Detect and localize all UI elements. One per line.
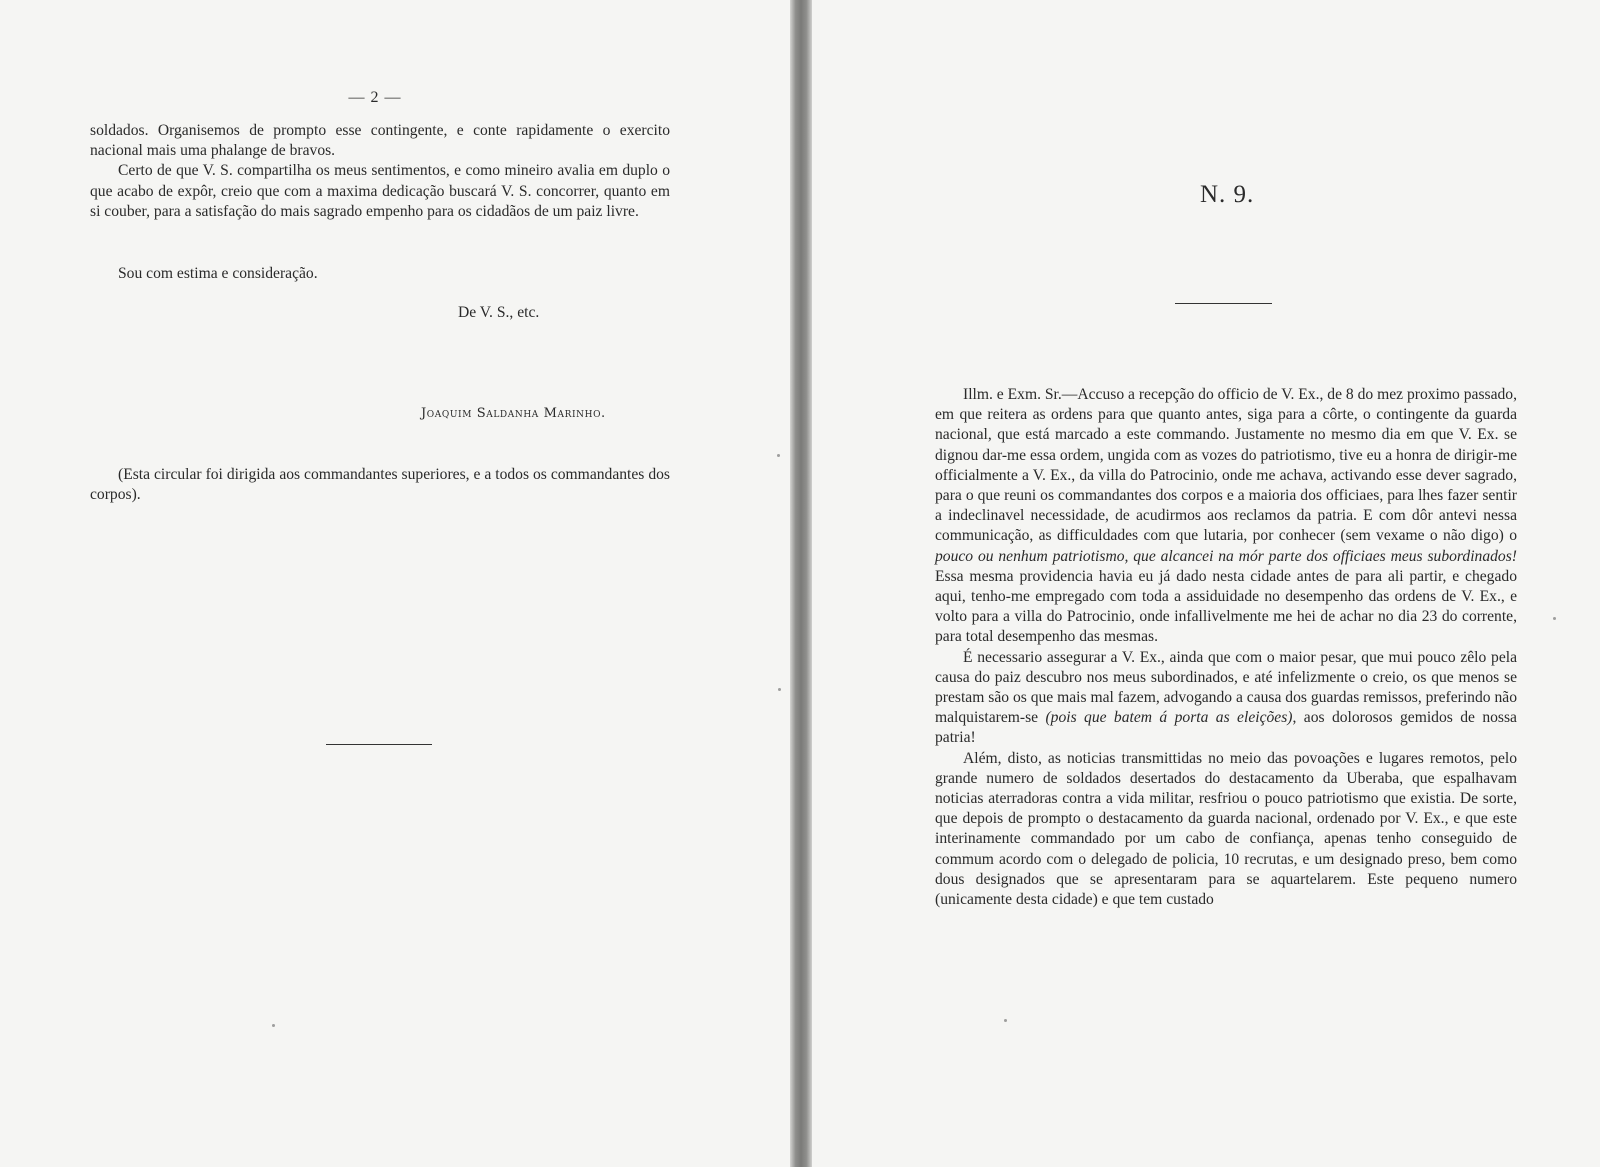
page-number: — 2 — (348, 89, 402, 106)
scan-speck (778, 688, 781, 691)
scan-speck (272, 1024, 275, 1027)
paragraph-text: , aos dolorosos gemidos de nossa patria! (935, 709, 1517, 747)
paragraph-text: É necessario assegurar a V. Ex., ainda que com o maior pesar, que mui pouco zêlo pela causa do paiz descubro nos meus subordinados, e até infelizmente o creio, os que menos se prestam são os que mais mal fazem, advogando a causa dos guardas remissos, preferindo não malquistarem-se (935, 648, 1517, 727)
italic-text: (pois que batem á porta as eleições) (1045, 709, 1293, 727)
footnote: (Esta circular foi dirigida aos commandantes superiores, e a todos os commandantes dos corpos). (90, 466, 670, 504)
closing-line: Sou com estima e consideração. (118, 265, 318, 282)
paragraph-continuation: soldados. Organisemos de prompto esse contingente, e conte rapidamente o exercito nacional mais uma phalange de bravos. (90, 122, 670, 160)
scan-speck (777, 454, 780, 457)
scan-speck (1004, 1019, 1007, 1022)
heading-divider (1175, 303, 1272, 304)
section-divider (326, 744, 432, 745)
paragraph: Certo de que V. S. compartilha os meus sentimentos, e como mineiro avalia em duplo o que acabo de expôr, creio que com a maxima dedicação buscará V. S. concorrer, quanto em si couber, para a satisfação do mais sagrado empenho para os cidadãos de um paiz livre. (90, 162, 670, 220)
paragraph-text: Illm. e Exm. Sr.—Accuso a recepção do officio de V. Ex., de 8 do mez proximo passado, em que reitera as ordens para que quanto antes, siga para a côrte, o contingente da guarda nacional, que está marcado a este commando. Justamente no mesmo dia em que V. Ex. se dignou dar-me essa ordem, ungida com as vozes do patriotismo, tive eu a honra de dirigir-me officialmente a V. Ex., da villa do Patrocinio, onde me achava, activando esse dever sagrado, para o que reuni os commandantes dos corpos e a maioria dos officiaes, para lhes fazer sentir a indeclinavel necessidade, de acudirmos aos reclamos da patria. E com dôr antevi nessa communicação, as difficuldades com que lutaria, por conhecer (sem vexame o não digo) o (935, 386, 1517, 545)
book-gutter (790, 0, 812, 1167)
signature: Joaquim Saldanha Marinho. (421, 406, 606, 421)
left-page-body (90, 121, 670, 222)
sign-off: De V. S., etc. (458, 304, 540, 321)
document-number-heading: N. 9. (1200, 181, 1255, 208)
left-page (0, 0, 790, 1167)
paragraph (935, 648, 1517, 749)
scan-speck (1553, 617, 1556, 620)
paragraph (935, 385, 1517, 648)
paragraph-text: Essa mesma providencia havia eu já dado nesta cidade antes de para ali partir, e chegado aqui, tenho-me empregado com toda a assiduidade no desempenho das ordens de V. Ex., e volto para a villa do Patrocinio, onde infallivelmente me hei de achar no dia 23 do corrente, para total desempenho das mesmas. (935, 567, 1517, 646)
right-page-body (935, 385, 1517, 910)
paragraph: Além, disto, as noticias transmittidas no meio das povoações e lugares remotos, pelo grande numero de soldados desertados do destacamento da Uberaba, que espalhavam noticias aterradoras contra a vida militar, resfriou o pouco patriotismo que existia. De sorte, que depois de prompto o destacamento da guarda nacional, ordenado por V. Ex., e que este interinamente commandado por um cabo de confiança, apenas tenho conseguido de commum acordo com o delegado de policia, 10 recrutas, e um designado preso, bem como dous designados que se apresentaram para se aquartelarem. Este pequeno numero (unicamente desta cidade) e que tem custado (935, 749, 1517, 909)
italic-text: pouco ou nenhum patriotismo, que alcancei na mór parte dos officiaes meus subordinados! (935, 547, 1517, 565)
